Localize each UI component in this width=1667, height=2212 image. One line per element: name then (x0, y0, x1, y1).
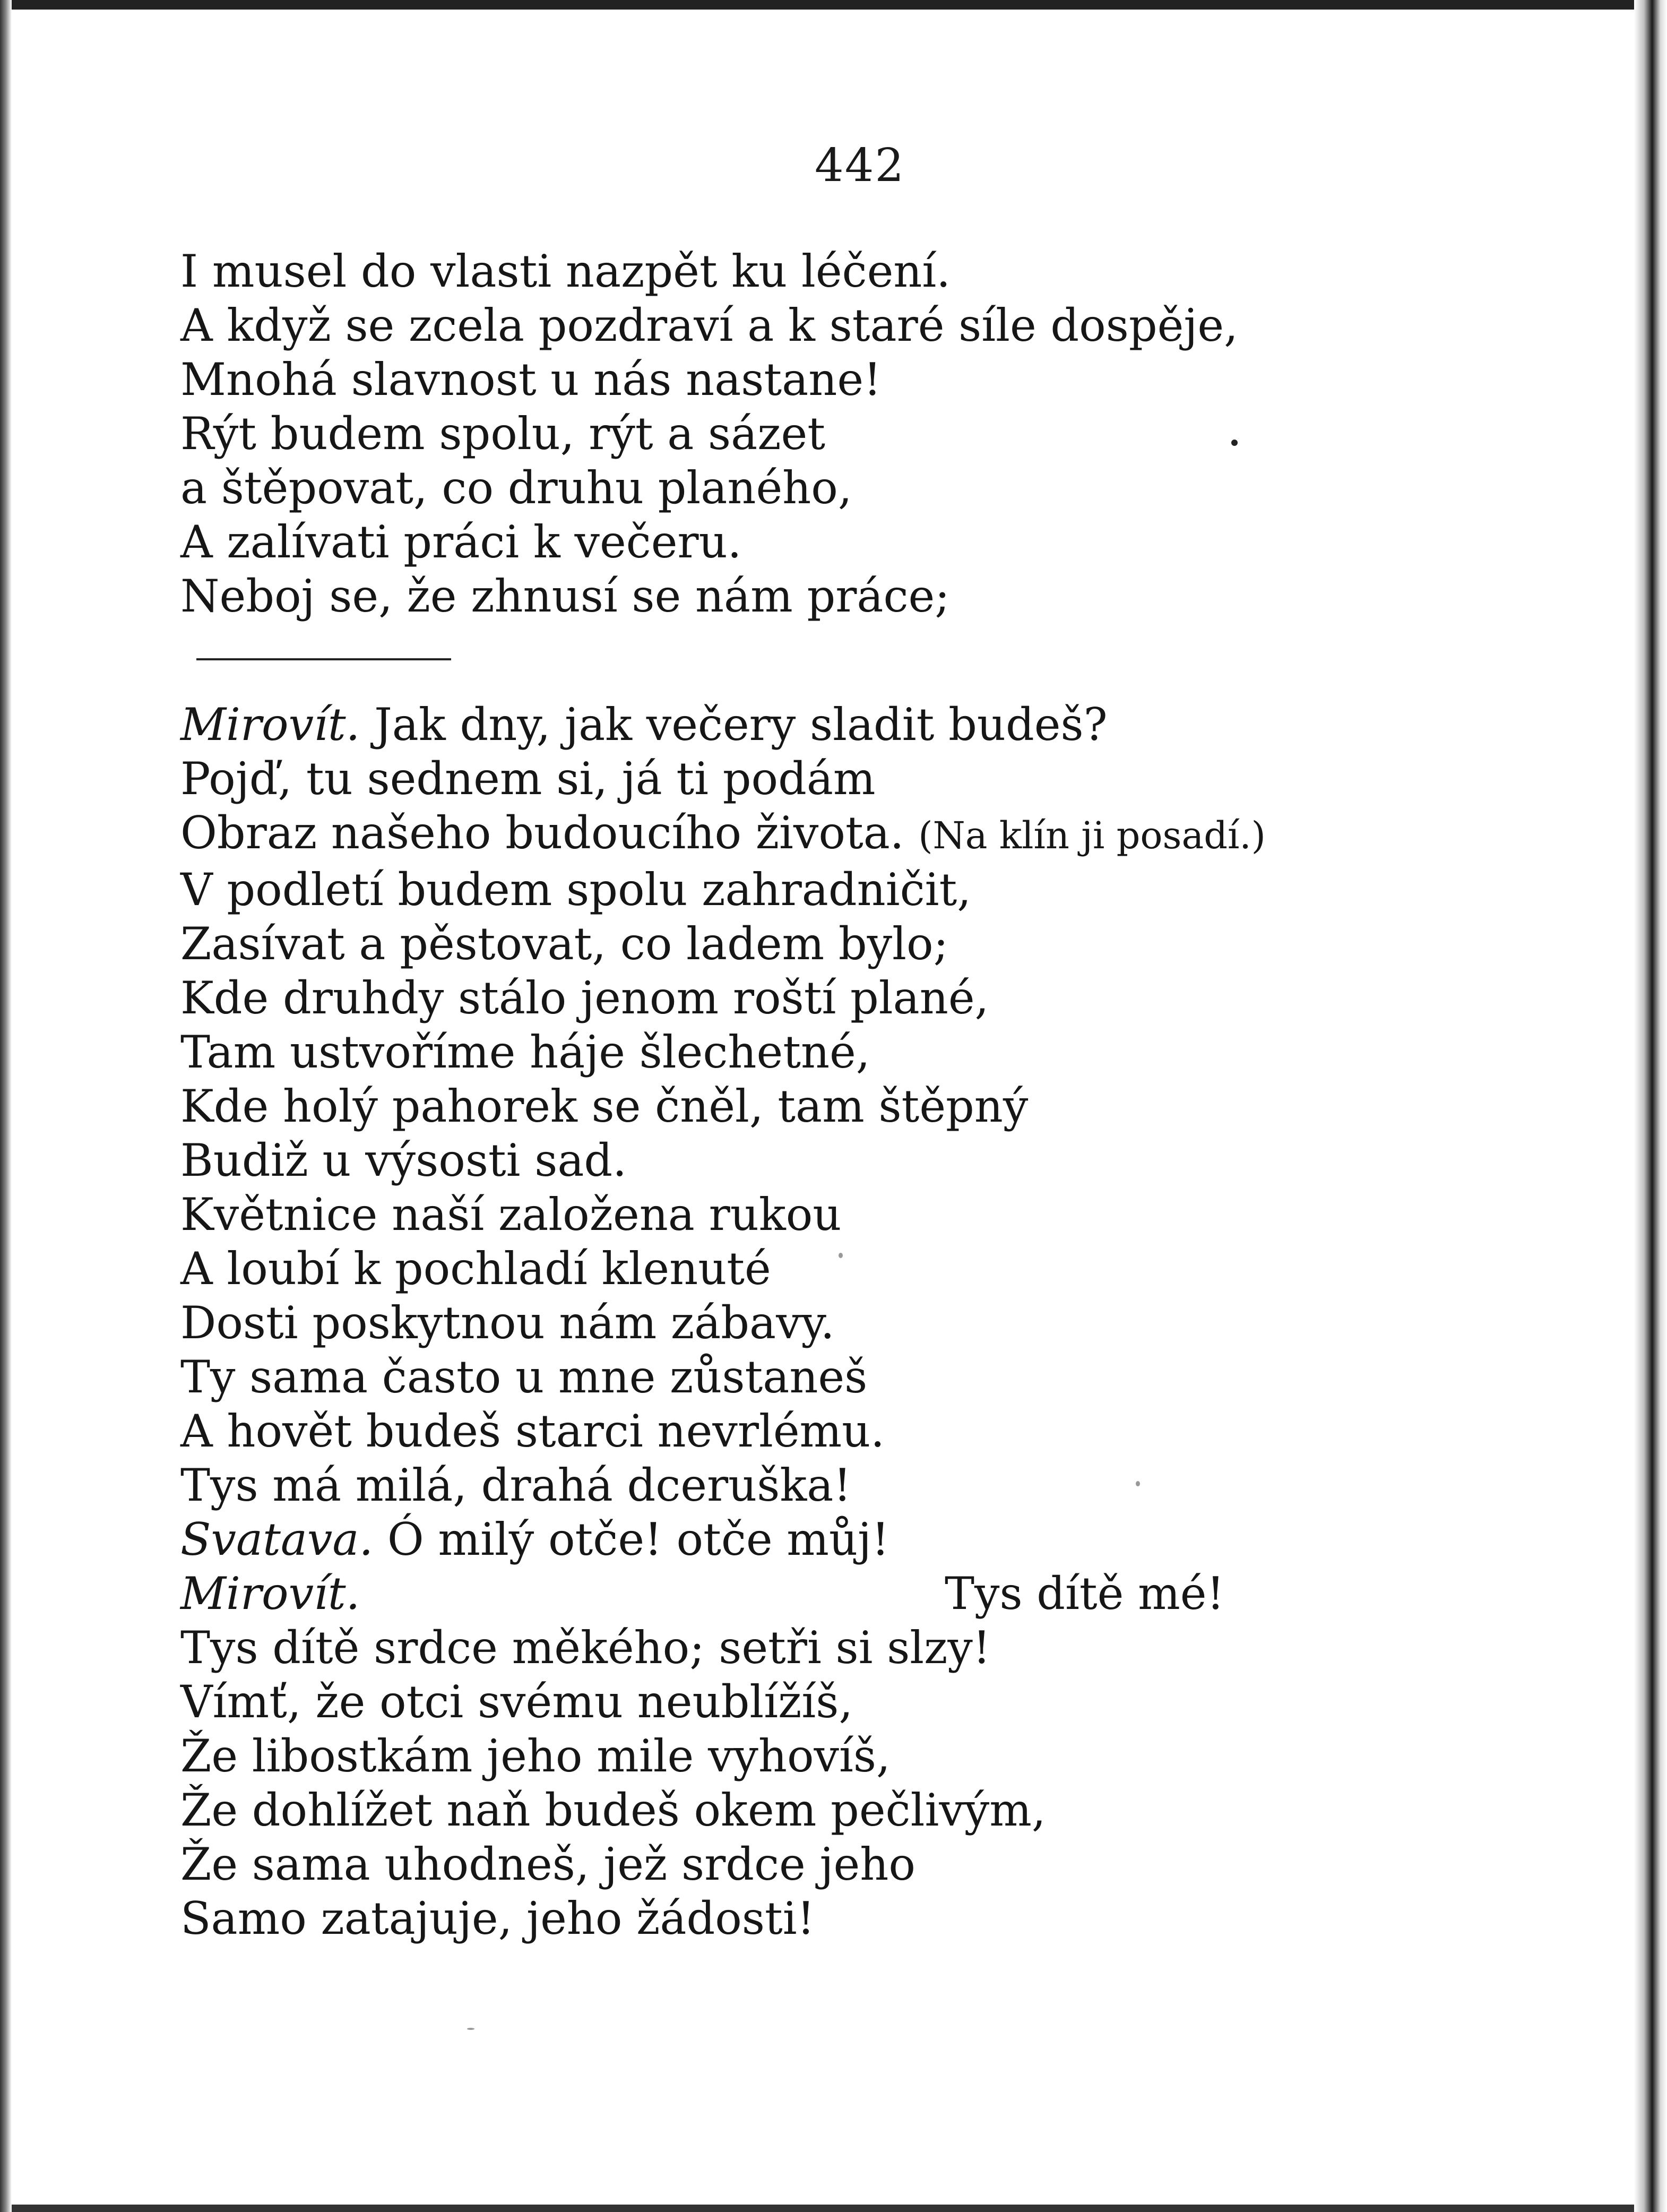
speech-svatava (180, 1512, 1560, 1567)
stage-direction: (Na klín ji posadí.) (918, 814, 1266, 857)
verse-line: Pojď, tu sednem si, já ti podám (180, 753, 876, 805)
verse-line: Vímť, že otci svému neublížíš, (180, 1676, 853, 1728)
verse-line: Ty sama často u mne zůstaneš (180, 1351, 868, 1403)
speech-mirovit-1 (180, 698, 1560, 1512)
speech-first-line (180, 1567, 1560, 1621)
speaker-name: Svatava. (180, 1513, 374, 1565)
verse-line: V podletí budem spolu zahradničit, (180, 864, 971, 916)
speech-text: Jak dny, jak večery sladit budeš? (374, 699, 1108, 751)
text-block (180, 244, 1560, 1946)
verse-line: Dosti poskytnou nám zábavy. (180, 1297, 835, 1349)
verse-line: Tam ustvoříme háje šlechetné, (180, 1026, 870, 1078)
section-rule (196, 658, 451, 660)
verse-line: Mnohá slavnost u nás nastane! (180, 354, 882, 406)
verse-line: Že sama uhodneš, jež srdce jeho (180, 1838, 915, 1890)
verse-line-with-stage-direction (180, 806, 1560, 863)
verse-line: Kde druhdy stálo jenom roští plané, (180, 972, 989, 1024)
speaker-name: Mirovít. (180, 699, 360, 751)
verse-line: Že libostkám jeho mile vyhovíš, (180, 1730, 891, 1782)
verse-line: a štěpovat, co druhu planého, (180, 462, 852, 514)
verse-line: Zasívat a pěstovat, co ladem bylo; (180, 918, 948, 970)
verse-line: Květnice naší založena rukou (180, 1189, 842, 1241)
verse-line: Rýt budem spolu, rýt a sázet (180, 408, 825, 460)
verse-line: Neboj se, že zhnusí se nám práce; (180, 570, 950, 622)
verse-line: A hovět budeš starci nevrlému. (180, 1405, 885, 1457)
speech-text: Tys dítě mé! (945, 1568, 1225, 1620)
verse-line: Budiž u výsosti sad. (180, 1134, 627, 1186)
speech-first-line (180, 1512, 1560, 1567)
left-page-edge (0, 0, 12, 2212)
stray-dot-mark (1231, 440, 1238, 446)
speech-first-line (180, 698, 1560, 752)
verse-line: I musel do vlasti nazpět ku léčení. (180, 245, 951, 297)
speech-text: Ó milý otče! otče můj! (387, 1513, 889, 1565)
verse-line: Kde holý pahorek se čněl, tam štěpný (180, 1080, 1029, 1132)
page-number: 442 (815, 139, 905, 192)
scan-speck (839, 1253, 843, 1258)
speech-mirovit-2 (180, 1567, 1560, 1946)
scan-speck (467, 2028, 474, 2030)
verse-block-1 (180, 244, 1560, 623)
verse-line: A když se zcela pozdraví a k staré síle dospěje, (180, 299, 1238, 351)
verse-line: Tys dítě srdce měkého; setři si slzy! (180, 1622, 991, 1674)
speaker-name: Mirovít. (180, 1568, 360, 1620)
verse-line: Že dohlížet naň budeš okem pečlivým, (180, 1784, 1046, 1836)
verse-line: Samo zatajuje, jeho žádosti! (180, 1892, 815, 1944)
verse-text: Obraz našeho budoucího života. (180, 807, 904, 859)
verse-line: Tys má milá, drahá dceruška! (180, 1459, 852, 1511)
verse-line: A zalívati práci k večeru. (180, 516, 742, 568)
right-page-edge (1634, 0, 1667, 2212)
scan-speck (1136, 1481, 1140, 1486)
verse-line: A loubí k pochladí klenuté (180, 1243, 771, 1295)
